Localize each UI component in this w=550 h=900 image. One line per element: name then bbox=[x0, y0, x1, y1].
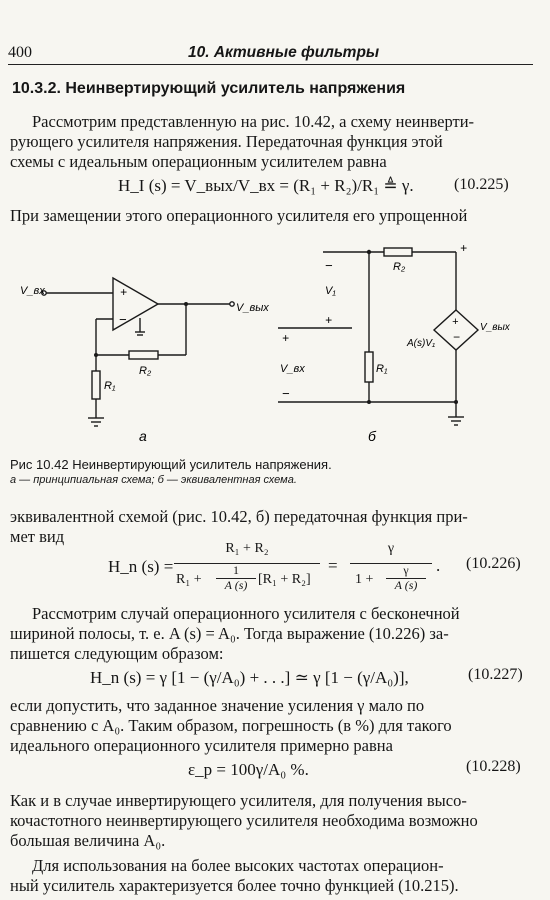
text-line: Рассмотрим представленную на рис. 10.42, а схему неинверти- bbox=[32, 112, 475, 131]
eq226-den2-a: 1 + bbox=[355, 572, 374, 587]
eq226-den1-b: [R₁ + R₂] bbox=[258, 572, 311, 587]
equation-number-227: (10.227) bbox=[468, 666, 523, 683]
paragraph-6-l2: кочастотного неинвертирующего усилителя необходима возможно bbox=[10, 811, 478, 830]
eq226-den1-frac-num: 1 bbox=[233, 563, 239, 577]
label-sub-a: а bbox=[139, 428, 147, 444]
resistor-r2-b bbox=[384, 248, 412, 256]
label-r1-b: R₁ bbox=[376, 363, 388, 375]
eq226-den1-a: R₁ + bbox=[176, 572, 202, 587]
section-title: 10.3.2. Неинвертирующий усилитель напряжения bbox=[12, 80, 406, 97]
label-minus-source: − bbox=[453, 330, 461, 344]
paragraph-7-l2: ный усилитель характеризуется более точно функцией (10.215). bbox=[10, 876, 459, 895]
equation-number-226: (10.226) bbox=[466, 555, 521, 572]
paragraph-5-l2: сравнению с A₀. Таким образом, погрешность (в %) для такого bbox=[10, 716, 452, 735]
eq226-den2-frac-num: γ bbox=[403, 563, 409, 577]
paragraph-4-l3: пишется следующим образом: bbox=[10, 644, 224, 663]
paragraph-2: При замещении этого операционного усилителя его упрощенной bbox=[10, 206, 468, 225]
paragraph-6-l3: большая величина A₀. bbox=[10, 831, 166, 850]
label-source-b: A(s)V₁ bbox=[407, 338, 436, 349]
label-v1-b: V₁ bbox=[325, 285, 336, 297]
paragraph-1-l2 bbox=[10, 132, 520, 152]
equation-10-227: H_n (s) = γ [1 − (γ/A₀) + . . .] ≃ γ [1 − (γ/A₀)], bbox=[90, 668, 409, 687]
eq226-numerator-1: R₁ + R₂ bbox=[225, 541, 269, 556]
eq226-lhs: H_n (s) = bbox=[108, 557, 174, 576]
label-plus-b-mid: + bbox=[325, 313, 333, 327]
label-plus-b-out: + bbox=[460, 241, 468, 255]
figure-10-42 bbox=[0, 232, 550, 454]
paragraph-1 bbox=[10, 112, 520, 132]
label-vin-a: V_вх bbox=[20, 285, 45, 297]
equation-10-226 bbox=[0, 540, 550, 596]
paragraph-1-l3 bbox=[10, 152, 520, 172]
label-vin-b: V_вх bbox=[280, 363, 305, 375]
label-vout-a: V_вых bbox=[236, 302, 269, 314]
resistor-r2-a bbox=[129, 351, 158, 359]
figure-caption-sub: а — принципиальная схема; б — эквивалентная схема. bbox=[10, 474, 297, 486]
page-number: 400 bbox=[8, 44, 32, 61]
paragraph-5-l1: если допустить, что заданное значение усиления γ мало по bbox=[10, 696, 425, 715]
label-vout-b: V_вых bbox=[480, 322, 510, 333]
label-minus-b-top: − bbox=[325, 258, 333, 273]
chapter-title: 10. Активные фильтры bbox=[188, 44, 380, 61]
paragraph-4-l1: Рассмотрим случай операционного усилителя с бесконечной bbox=[32, 604, 460, 623]
equation-10-225: H_I (s) = V_вых/V_вх = (R₁ + R₂)/R₁ ≜ γ. bbox=[118, 176, 414, 195]
label-plus-source: + bbox=[452, 316, 459, 328]
label-r2-a: R₂ bbox=[139, 365, 152, 377]
figure-caption: Рис 10.42 Неинвертирующий усилитель напряжения. bbox=[10, 457, 332, 472]
paragraph-5-l3: идеального операционного усилителя примерно равна bbox=[10, 736, 393, 755]
eq226-dot: . bbox=[436, 556, 441, 575]
eq226-numerator-2: γ bbox=[387, 541, 395, 556]
paragraph-3-l2: мет вид bbox=[10, 527, 65, 546]
eq226-den1-frac-den: A (s) bbox=[224, 578, 248, 592]
label-sub-b: б bbox=[368, 428, 376, 444]
resistor-r1-b bbox=[365, 352, 373, 382]
text-line: схемы с идеальным операционным усилителем равна bbox=[10, 152, 387, 171]
paragraph-4-l2: шириной полосы, т. е. A (s) = A₀. Тогда выражение (10.226) за- bbox=[10, 624, 449, 643]
paragraph-6-l1: Как и в случае инвертирующего усилителя, для получения высо- bbox=[10, 791, 467, 810]
eq226-equals: = bbox=[328, 556, 338, 575]
equation-number-225: (10.225) bbox=[454, 176, 509, 193]
label-plus-b-in: + bbox=[282, 331, 290, 345]
paragraph-7-l1: Для использования на более высоких частотах операцион- bbox=[32, 856, 444, 875]
paragraph-3-l1: эквивалентной схемой (рис. 10.42, б) передаточная функция при- bbox=[10, 507, 468, 526]
equation-10-228: ε_p = 100γ/A₀ %. bbox=[188, 760, 309, 779]
label-r2-b: R₂ bbox=[393, 261, 406, 273]
label-plus-a: + bbox=[120, 285, 128, 299]
running-head bbox=[8, 42, 533, 65]
label-minus-b-in: − bbox=[282, 386, 290, 401]
text-line: рующего усилителя напряжения. Передаточная функция этой bbox=[10, 132, 443, 151]
equation-number-228: (10.228) bbox=[466, 758, 521, 775]
eq226-den2-frac-den: A (s) bbox=[394, 578, 418, 592]
label-minus-a: − bbox=[119, 312, 127, 327]
resistor-r1-a bbox=[92, 371, 100, 399]
label-r1-a: R₁ bbox=[104, 380, 116, 392]
